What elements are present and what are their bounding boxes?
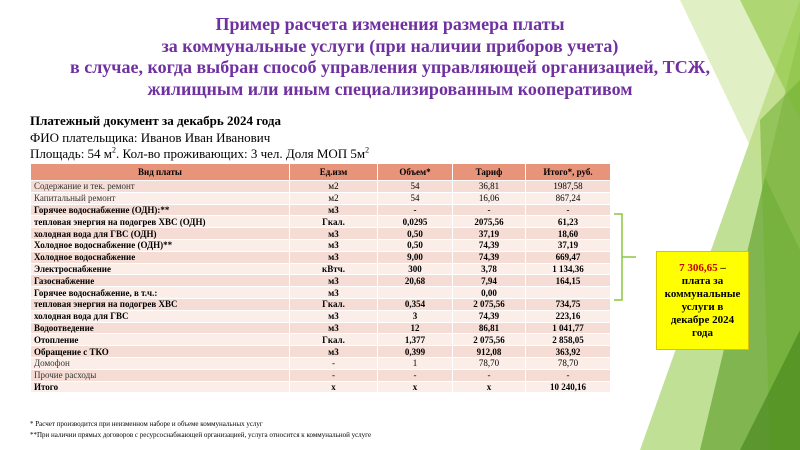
row-cell: м3: [290, 251, 378, 263]
row-label: тепловая энергия на подогрев ХВС: [31, 298, 290, 310]
row-cell: 0,399: [378, 346, 453, 358]
row-cell: 86,81: [453, 322, 526, 334]
row-label: Холодное водоснабжение (ОДН)**: [31, 239, 290, 251]
table-body: [31, 181, 611, 393]
row-cell: м3: [290, 322, 378, 334]
row-cell: м3: [290, 204, 378, 216]
row-cell: -: [453, 369, 526, 381]
table-row: [31, 228, 611, 240]
row-cell: Гкал.: [290, 216, 378, 228]
title-line: Пример расчета изменения размера платы: [215, 14, 565, 34]
row-cell: [378, 287, 453, 299]
row-cell: х: [378, 381, 453, 393]
result-dash: –: [717, 261, 726, 274]
row-cell: 20,68: [378, 275, 453, 287]
row-cell: х: [453, 381, 526, 393]
area-sup2: 2: [365, 145, 370, 155]
footnote: **При наличии прямых договоров с ресурсоснабжающей организацией, услуга относится к коммунальной услуге: [30, 431, 372, 439]
area-prefix: Площадь: 54 м: [30, 146, 113, 161]
row-cell: 12: [378, 322, 453, 334]
document-info: [30, 113, 369, 163]
area-sup: 2: [112, 145, 117, 155]
document-heading: Платежный документ за декабрь 2024 года: [30, 113, 281, 128]
table-row: [31, 357, 611, 369]
row-cell: х: [290, 381, 378, 393]
row-cell: 0,00: [453, 287, 526, 299]
row-cell: 36,81: [453, 181, 526, 193]
row-cell: -: [526, 369, 611, 381]
row-cell: -: [526, 204, 611, 216]
column-header: Объем*: [378, 164, 453, 181]
row-cell: 1 041,77: [526, 322, 611, 334]
row-cell: -: [290, 357, 378, 369]
title-line: в случае, когда выбран способ управления управляющей организацией, ТСЖ,: [70, 57, 710, 77]
footnotes: [30, 419, 371, 441]
row-cell: 74,39: [453, 310, 526, 322]
row-cell: 10 240,16: [526, 381, 611, 393]
total-result-box: [656, 251, 749, 350]
column-header: Тариф: [453, 164, 526, 181]
result-text: плата за коммунальные услуги в декабре 2024 года: [664, 274, 741, 339]
row-cell: 3: [378, 310, 453, 322]
table-row: [31, 322, 611, 334]
row-cell: 78,70: [526, 357, 611, 369]
column-header: Итого*, руб.: [526, 164, 611, 181]
row-label: Газоснабжение: [31, 275, 290, 287]
row-cell: 7,94: [453, 275, 526, 287]
row-label: Горячее водоснабжение, в т.ч.:: [31, 287, 290, 299]
row-cell: м3: [290, 239, 378, 251]
row-cell: 0,0295: [378, 216, 453, 228]
row-cell: 1 134,36: [526, 263, 611, 275]
table-row: [31, 275, 611, 287]
row-cell: м3: [290, 287, 378, 299]
row-cell: 18,60: [526, 228, 611, 240]
row-label: Отопление: [31, 334, 290, 346]
row-cell: 1987,58: [526, 181, 611, 193]
table-row: [31, 287, 611, 299]
row-cell: м3: [290, 228, 378, 240]
title-line: за коммунальные услуги (при наличии приборов учета): [161, 35, 619, 56]
row-label: Горячее водоснабжение (ОДН):**: [31, 204, 290, 216]
table-row: [31, 216, 611, 228]
row-label: Обращение с ТКО: [31, 346, 290, 358]
table-row: [31, 251, 611, 263]
row-cell: 2 858,05: [526, 334, 611, 346]
row-cell: 54: [378, 181, 453, 193]
column-header: Вид платы: [31, 164, 290, 181]
table-row: [31, 310, 611, 322]
result-amount-line: [679, 262, 726, 275]
table-row: [31, 369, 611, 381]
table-row: [31, 181, 611, 193]
row-cell: 37,19: [526, 239, 611, 251]
area-info: [30, 146, 369, 163]
row-cell: 300: [378, 263, 453, 275]
row-cell: 0,354: [378, 298, 453, 310]
row-cell: 0,50: [378, 239, 453, 251]
row-label: Электроснабжение: [31, 263, 290, 275]
table-header-row: [31, 164, 611, 181]
title-line: жилищным или иным специализированным кооперативом: [147, 78, 633, 99]
row-cell: 669,47: [526, 251, 611, 263]
row-label: Капитальный ремонт: [31, 192, 290, 204]
row-cell: м3: [290, 310, 378, 322]
row-label: Холодное водоснабжение: [31, 251, 290, 263]
row-cell: Гкал.: [290, 334, 378, 346]
row-cell: 16,06: [453, 192, 526, 204]
row-cell: -: [290, 369, 378, 381]
row-cell: 74,39: [453, 251, 526, 263]
footnote: * Расчет производится при неизменном наборе и объеме коммунальных услуг: [30, 420, 263, 428]
row-cell: 1,377: [378, 334, 453, 346]
row-cell: 61,23: [526, 216, 611, 228]
table-row: [31, 239, 611, 251]
row-cell: 2075,56: [453, 216, 526, 228]
row-cell: 867,24: [526, 192, 611, 204]
row-cell: 1: [378, 357, 453, 369]
table-row: [31, 346, 611, 358]
row-cell: 164,15: [526, 275, 611, 287]
row-cell: 54: [378, 192, 453, 204]
row-cell: кВтч.: [290, 263, 378, 275]
row-cell: 37,19: [453, 228, 526, 240]
row-label: холодная вода для ГВС (ОДН): [31, 228, 290, 240]
table-row: [31, 381, 611, 393]
row-cell: [526, 287, 611, 299]
page-title: [40, 14, 740, 100]
table-row: [31, 263, 611, 275]
row-cell: 3,78: [453, 263, 526, 275]
row-cell: -: [378, 369, 453, 381]
row-cell: 2 075,56: [453, 298, 526, 310]
table-row: [31, 192, 611, 204]
row-cell: м3: [290, 346, 378, 358]
row-cell: 9,00: [378, 251, 453, 263]
column-header: Ед.изм: [290, 164, 378, 181]
table-row: [31, 298, 611, 310]
row-label: Содержание и тек. ремонт: [31, 181, 290, 193]
row-cell: 223,16: [526, 310, 611, 322]
row-label: Прочие расходы: [31, 369, 290, 381]
row-cell: 363,92: [526, 346, 611, 358]
row-cell: -: [378, 204, 453, 216]
row-cell: м2: [290, 192, 378, 204]
row-cell: 2 075,56: [453, 334, 526, 346]
row-cell: м3: [290, 275, 378, 287]
row-cell: м2: [290, 181, 378, 193]
row-cell: 0,50: [378, 228, 453, 240]
payer-name: ФИО плательщика: Иванов Иван Иванович: [30, 129, 271, 145]
row-label: Итого: [31, 381, 290, 393]
row-cell: 74,39: [453, 239, 526, 251]
table-row: [31, 204, 611, 216]
row-label: холодная вода для ГВС: [31, 310, 290, 322]
area-middle: . Кол-во проживающих: 3 чел. Доля МОП 5м: [116, 146, 366, 161]
row-cell: Гкал.: [290, 298, 378, 310]
row-cell: 78,70: [453, 357, 526, 369]
row-label: тепловая энергия на подогрев ХВС (ОДН): [31, 216, 290, 228]
row-cell: 912,08: [453, 346, 526, 358]
row-label: Водоотведение: [31, 322, 290, 334]
bracket-connector: [612, 212, 636, 302]
row-cell: 734,75: [526, 298, 611, 310]
row-cell: -: [453, 204, 526, 216]
table-row: [31, 334, 611, 346]
row-label: Домофон: [31, 357, 290, 369]
payment-table: [30, 163, 611, 393]
result-amount: 7 306,65: [679, 261, 718, 274]
